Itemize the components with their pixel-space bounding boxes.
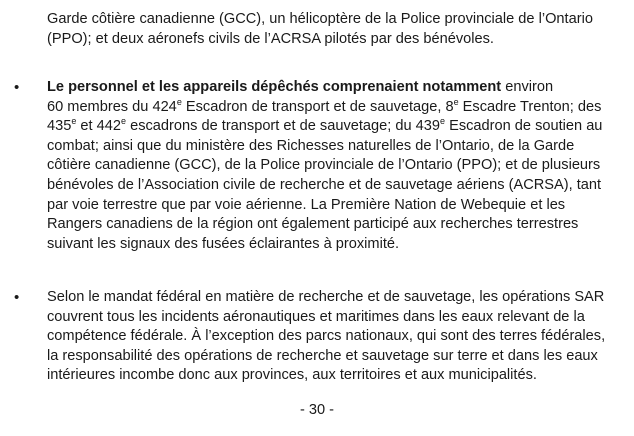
text-segment: 60 membres du 424: [47, 98, 177, 115]
bullet-line: combat; ainsi que du ministère des Richesses naturelles de l’Ontario, de la Garde: [47, 137, 575, 154]
continuation-line: Garde côtière canadienne (GCC), un hélicoptère de la Police provinciale de l’Ontario: [47, 11, 593, 27]
bullet-item-personnel: [14, 78, 627, 254]
page-number: - 30 -: [299, 402, 335, 418]
text-segment: escadrons de transport et de sauvetage; du 439: [126, 118, 441, 135]
ordinal-superscript: e: [440, 116, 446, 127]
bullet-line: [47, 117, 627, 137]
text-segment: 435: [47, 118, 72, 135]
bullet-marker: •: [14, 289, 20, 306]
bullet-item-federal-mandate: [14, 288, 627, 386]
bullet-line: [47, 78, 627, 98]
lead-rest-text: environ: [501, 79, 554, 95]
bullet-line: bénévoles de l’Association civile de recherche et de sauvetage aériens (ACRSA), tant: [47, 176, 602, 193]
bullet-line: Rangers canadiens de la région ont également participé aux recherches terrestres: [47, 216, 579, 233]
bullet-line: intérieures incombe donc aux provinces, aux territoires et aux municipalités.: [47, 367, 537, 384]
bold-lead-text: Le personnel et les appareils dépêchés comprenaient notamment: [47, 79, 502, 95]
text-segment: et 442: [76, 118, 122, 135]
text-segment: Escadron de transport et de sauvetage, 8: [181, 98, 454, 115]
bullet-line: par voie terrestre que par voie aérienne. La Première Nation de Webequie et les: [47, 196, 566, 213]
bullet-line: suivant les signaux des fusées éclairantes à proximité.: [47, 235, 400, 252]
text-segment: Escadre Trenton; des: [458, 98, 602, 115]
ordinal-superscript: e: [176, 96, 182, 107]
bullet-line: Selon le mandat fédéral en matière de recherche et de sauvetage, les opérations SAR: [47, 289, 605, 305]
ordinal-superscript: e: [71, 116, 77, 127]
text-segment: Escadron de soutien au: [445, 118, 603, 135]
bullet-line: compétence fédérale. À l’exception des parcs nationaux, qui sont des terres fédérales,: [47, 328, 606, 345]
continuation-paragraph: [47, 10, 627, 49]
bullet-line: [47, 98, 627, 118]
bullet-line: la responsabilité des opérations de recherche et sauvetage sur terre et dans les eaux: [47, 347, 598, 364]
bullet-line: côtière canadienne (GCC), de la Police provinciale de l’Ontario (PPO); et de plusieurs: [47, 157, 601, 174]
ordinal-superscript: e: [121, 116, 127, 127]
ordinal-superscript: e: [453, 96, 459, 107]
bullet-marker: •: [14, 79, 20, 96]
bullet-line: couvrent tous les incidents aéronautiques et maritimes dans les eaux relevant de la: [47, 308, 585, 325]
continuation-line: (PPO); et deux aéronefs civils de l’ACRSA pilotés par des bénévoles.: [47, 30, 494, 47]
